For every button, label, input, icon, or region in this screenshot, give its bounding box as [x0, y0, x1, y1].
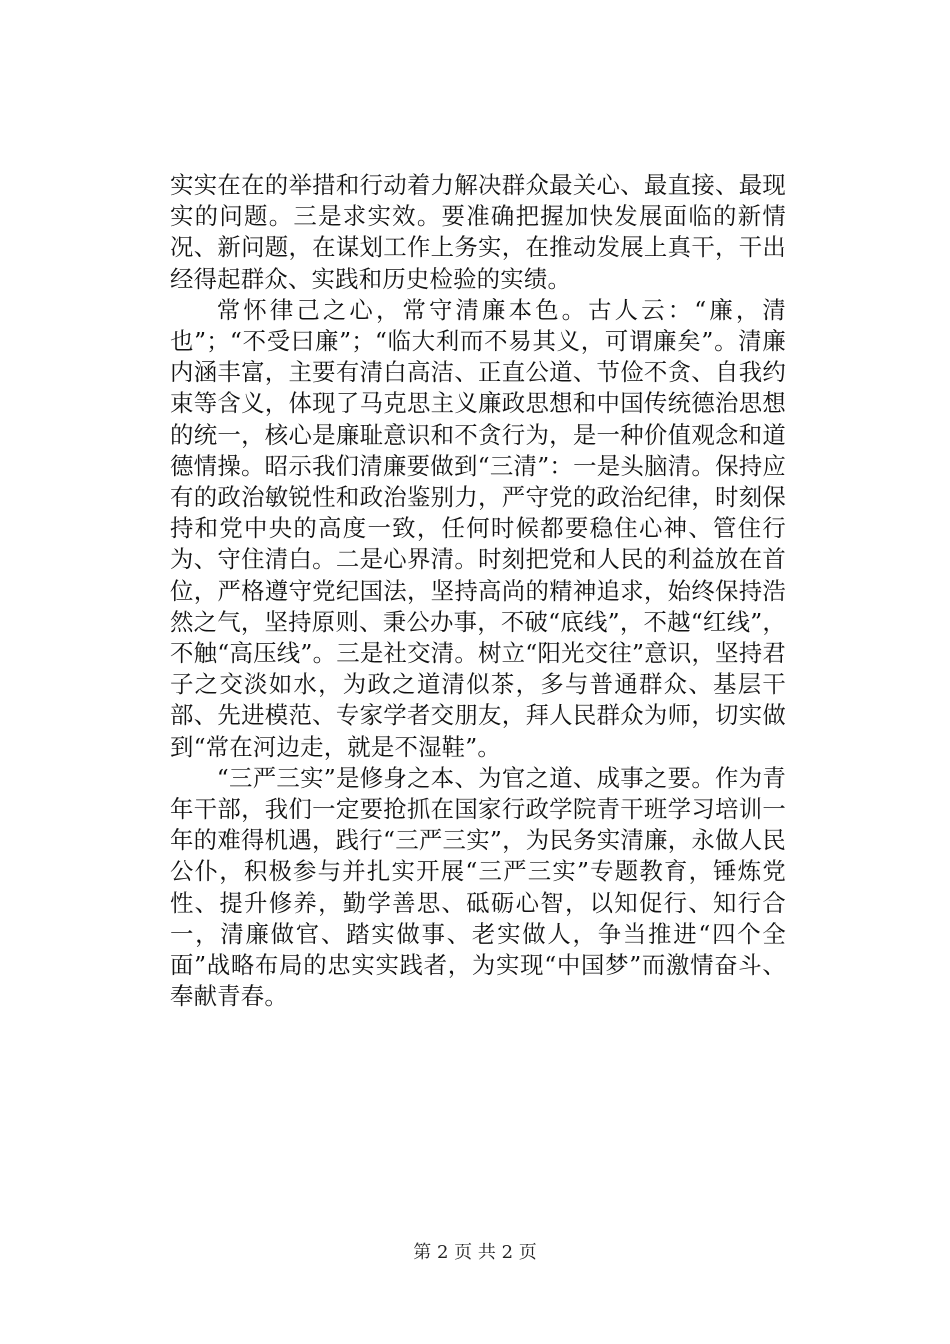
paragraph-continuation: 实实在在的举措和行动着力解决群众最关心、最直接、最现实的问题。三是求实效。要准确把握加快发展面临的新情况、新问题，在谋划工作上务实，在推动发展上真干，干出经得起群众、实践和历史检验的实绩。 — [170, 171, 786, 293]
document-body — [170, 170, 786, 1012]
paragraph-integrity: 常怀律己之心，常守清廉本色。古人云：“廉，清也”；“不受曰廉”；“临大利而不易其义，可谓廉矣”。清廉内涵丰富，主要有清白高洁、正直公道、节俭不贪、自我约束等含义，体现了马克思主义廉政思想和中国传统德治思想的统一，核心是廉耻意识和不贪行为，是一种价值观念和道德情操。昭示我们清廉要做到“三清”：一是头脑清。保持应有的政治敏锐性和政治鉴别力，严守党的政治纪律，时刻保持和党中央的高度一致，任何时候都要稳住心神、管住行为、守住清白。二是心界清。时刻把党和人民的利益放在首位，严格遵守党纪国法，坚持高尚的精神追求，始终保持浩然之气，坚持原则、秉公办事，不破“底线”，不越“红线”，不触“高压线”。三是社交清。树立“阳光交往”意识，坚持君子之交淡如水，为政之道清似茶，多与普通群众、基层干部、先进模范、专家学者交朋友，拜人民群众为师，切实做到“常在河边走，就是不湿鞋”。 — [170, 295, 786, 761]
page-footer: 第 2 页 共 2 页 — [413, 1242, 537, 1263]
paragraph-conclusion: “三严三实”是修身之本、为官之道、成事之要。作为青年干部，我们一定要抢抓在国家行政学院青干班学习培训一年的难得机遇，践行“三严三实”，为民务实清廉，永做人民公仆，积极参与并扎实开展“三严三实”专题教育，锤炼党性、提升修养，勤学善思、砥砺心智，以知促行、知行合一，清廉做官、踏实做事、老实做人，争当推进“四个全面”战略布局的忠实实践者，为实现“中国梦”而激情奋斗、奉献青春。 — [170, 763, 786, 1011]
